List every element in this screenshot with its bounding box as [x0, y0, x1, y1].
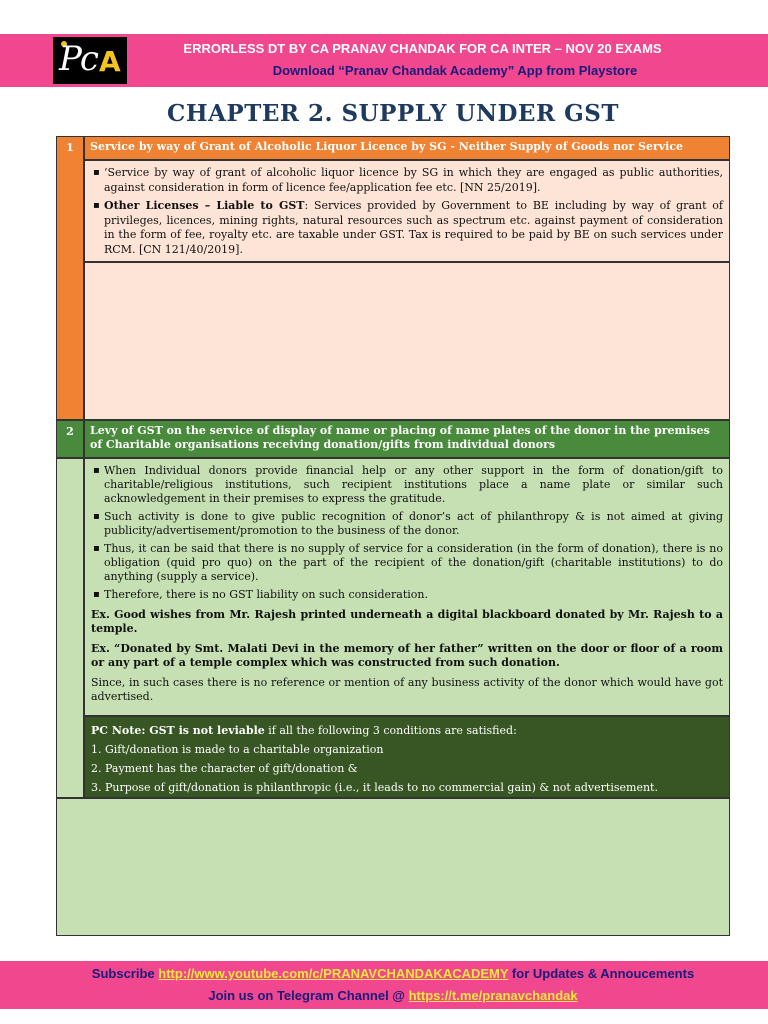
logo-letters: Pc [59, 39, 97, 79]
section-2-number: 2 [66, 425, 74, 438]
condition-item: 3. Purpose of gift/donation is philanthropic (i.e., it leads to no commercial gain) & not advertisement. [91, 781, 658, 794]
section-1-bullet-2-text: : Services provided by Government to BE including by way of grant of privileges, licences, mining rights, natural resources such as spectrum etc. against payment of consideration in the form of fee, royalty etc. are taxable under GST. Tax is required to be paid by BE on such services under RCM. [CN 121/40/2019]. [104, 199, 724, 256]
section-1-number-cell [56, 136, 84, 420]
section-2-bullet-2: ▪ Such activity is done to give public recognition of donor’s act of philanthropy & is not aimed at giving publicity/advertisement/promotion to the business of the donor. [91, 510, 723, 538]
section-2-example-2: Ex. “Donated by Smt. Malati Devi in the memory of her father” written on the door or floor of a room or any part of a temple complex which was constructed from such donation. [91, 642, 723, 669]
footer-telegram-line [0, 988, 768, 1003]
section-2-bullet-4: ▪ Therefore, there is no GST liability on such consideration. [91, 588, 723, 602]
section-2-heading: Levy of GST on the service of display of name or placing of name plates of the donor in the premises of Charitable organisations receiving donation/gifts from individual donors [84, 420, 730, 458]
section-1-body [84, 160, 730, 262]
section-2-bullet-1: ▪ When Individual donors provide financial help or any other support in the form of donation/gift to charitable/religious institutions, such recipient institutions place a name plate or similar such acknowledgement in their premises to express the gratitude. [91, 464, 723, 506]
section-1-bullet-2 [91, 199, 723, 257]
telegram-link[interactable]: https://t.me/pranavchandak [408, 988, 578, 1003]
section-2-example-1: Ex. Good wishes from Mr. Rajesh printed underneath a digital blackboard donated by Mr. Rajesh to a temple. [91, 608, 723, 635]
section-1-heading: Service by way of Grant of Alcoholic Liquor Licence by SG - Neither Supply of Goods nor Service [84, 136, 730, 160]
pc-note-text: if all the following 3 conditions are satisfied: [264, 724, 517, 737]
section-1-bullet-1: ▪ ‘Service by way of grant of alcoholic liquor licence by SG in which they are engaged as public authorities, against consideration in form of licence fee/application fee etc. [NN 25/2019]. [91, 166, 723, 195]
pc-note-heading [91, 721, 723, 740]
header-title: ERRORLESS DT BY CA PRANAV CHANDAK FOR CA INTER – NOV 20 EXAMS [183, 41, 662, 56]
academy-logo [53, 37, 127, 84]
footer-telegram-prefix: Join us on Telegram Channel @ [208, 988, 409, 1003]
section-1-number: 1 [66, 141, 74, 154]
section-2-notes-space [56, 798, 730, 936]
section-2-conclusion: Since, in such cases there is no reference or mention of any business activity of the donor which would have got advertised. [91, 676, 723, 703]
condition-item: 2. Payment has the character of gift/donation & [91, 762, 358, 775]
section-1-notes-space [84, 262, 730, 420]
youtube-link[interactable]: http://www.youtube.com/c/PRANAVCHANDAKACADEMY [158, 966, 509, 981]
footer-banner [0, 961, 768, 1009]
section-2-bullet-3: ▪ Thus, it can be said that there is no supply of service for a consideration (in the form of donation), there is no obligation (quid pro quo) on the part of the recipient of the donation/gift (charitable institutions) to do anything (supply a service). [91, 542, 723, 584]
pc-note-box [84, 716, 730, 798]
condition-item: 1. Gift/donation is made to a charitable organization [91, 743, 384, 756]
chapter-title: CHAPTER 2. SUPPLY UNDER GST [167, 100, 619, 127]
section-2-side-cell [56, 458, 84, 798]
logo-letter-a: A [99, 45, 121, 78]
section-2-number-cell [56, 420, 84, 458]
section-1-bullet-2-title: Other Licenses – Liable to GST [104, 199, 305, 212]
footer-subscribe-line [0, 966, 768, 981]
footer-subscribe-suffix: for Updates & Annoucements [508, 966, 695, 981]
header-banner [0, 34, 768, 87]
pc-note-bold: PC Note: GST is not leviable [91, 724, 265, 737]
header-download-note: Download “Pranav Chandak Academy” App from Playstore [272, 63, 638, 78]
footer-subscribe-prefix: Subscribe [91, 966, 159, 981]
section-2-body [84, 458, 730, 716]
